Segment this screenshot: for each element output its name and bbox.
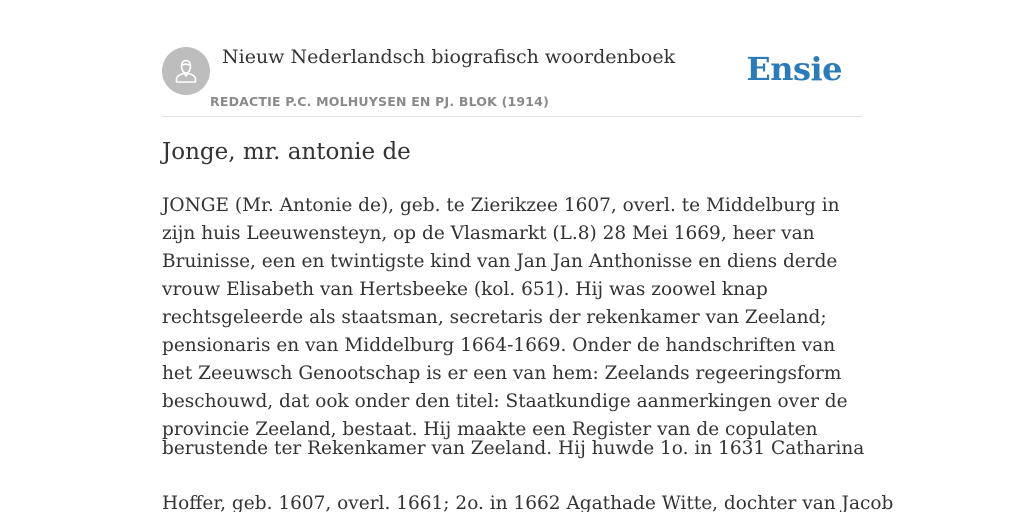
brand-logo[interactable]: Ensie xyxy=(746,50,842,88)
book-title[interactable]: Nieuw Nederlandsch biografisch woordenboek xyxy=(222,46,676,68)
editors-credit: REDACTIE P.C. MOLHUYSEN EN PJ. BLOK (1914) xyxy=(210,94,549,109)
avatar[interactable] xyxy=(162,47,210,95)
page-title: Jonge, mr. antonie de xyxy=(162,139,411,165)
entry-paragraph: berustende ter Rekenkamer van Zeeland. Hij huwde 1o. in 1631 Catharina xyxy=(162,438,865,459)
header xyxy=(162,46,862,117)
entry-paragraph: JONGE (Mr. Antonie de), geb. te Zierikzee 1607, overl. te Middelburg in zijn huis Leeuwensteyn, op de Vlasmarkt (L.8) 28 Mei 1669, heer van Bruinisse, een en twintigste kind van Jan Jan Anthonisse en diens derde vrouw Elisabeth van Hertsbeeke (kol. 651). Hij was zoowel knap rechtsgeleerde als staatsman, secretaris der rekenkamer van Zeeland; pensionaris en van Middelburg 1664-1669. Onder de handschriften van het Zeeuwsch Genootschap is er een van hem: Zeelands regeeringsform beschouwd, dat ook onder den titel: Staatkundige aanmerkingen over de provincie Zeeland, bestaat. Hij maakte een Register van de copulaten xyxy=(162,195,848,440)
user-silhouette-icon xyxy=(171,56,201,86)
entry-paragraph: Hoffer, geb. 1607, overl. 1661; 2o. in 1662 Agathade Witte, dochter van Jacob xyxy=(162,493,894,512)
